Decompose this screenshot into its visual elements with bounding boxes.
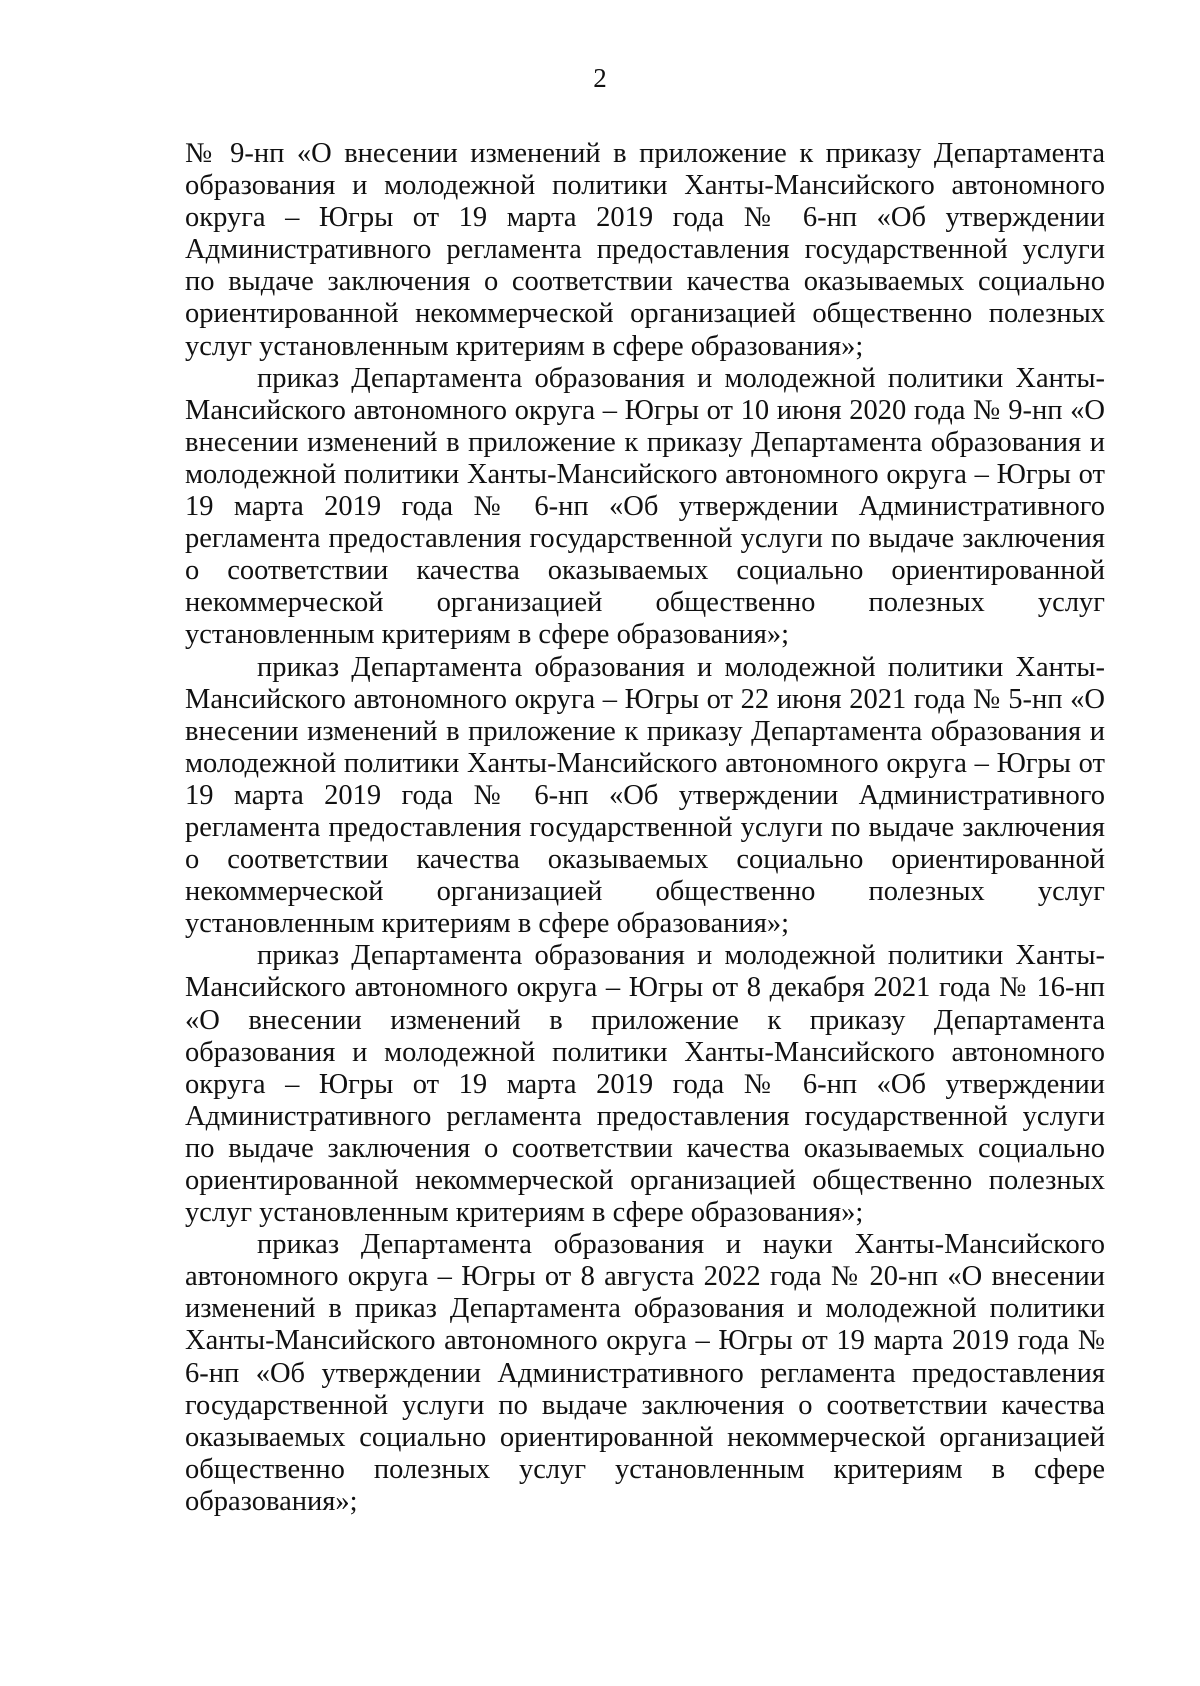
paragraph-order-2021-december: приказ Департамента образования и молодежной политики Ханты-Мансийского автономного округа – Югры от 8 декабря 2021 года № 16-нп «О внесении изменений в приложение к приказу Департамента образования и молодежной политики Ханты-Мансийского автономного округа – Югры от 19 марта 2019 года № 6-нп «Об утверждении Административного регламента предоставления государственной услуги по выдаче заключения о соответствии качества оказываемых социально ориентированной некоммерческой организацией общественно полезных услуг установленным критериям в сфере образования»; xyxy=(185,940,1105,1229)
paragraph-order-2021-june: приказ Департамента образования и молодежной политики Ханты-Мансийского автономного округа – Югры от 22 июня 2021 года № 5-нп «О внесении изменений в приложение к приказу Департамента образования и молодежной политики Ханты-Мансийского автономного округа – Югры от 19 марта 2019 года № 6-нп «Об утверждении Административного регламента предоставления государственной услуги по выдаче заключения о соответствии качества оказываемых социально ориентированной некоммерческой организацией общественно полезных услуг установленным критериям в сфере образования»; xyxy=(185,651,1105,940)
document-body xyxy=(185,138,1105,1518)
paragraph-order-2020: приказ Департамента образования и молодежной политики Ханты-Мансийского автономного округа – Югры от 10 июня 2020 года № 9-нп «О внесении изменений в приложение к приказу Департамента образования и молодежной политики Ханты-Мансийского автономного округа – Югры от 19 марта 2019 года № 6-нп «Об утверждении Административного регламента предоставления государственной услуги по выдаче заключения о соответствии качества оказываемых социально ориентированной некоммерческой организацией общественно полезных услуг установленным критериям в сфере образования»; xyxy=(185,362,1105,651)
page-number: 2 xyxy=(593,63,607,93)
paragraph-order-2022: приказ Департамента образования и науки Ханты-Мансийского автономного округа – Югры от 8 августа 2022 года № 20-нп «О внесении изменений в приказ Департамента образования и молодежной политики Ханты-Мансийского автономного округа – Югры от 19 марта 2019 года № 6-нп «Об утверждении Административного регламента предоставления государственной услуги по выдаче заключения о соответствии качества оказываемых социально ориентированной некоммерческой организацией общественно полезных услуг установленным критериям в сфере образования»; xyxy=(185,1229,1105,1517)
paragraph-continuation: № 9-нп «О внесении изменений в приложение к приказу Департамента образования и молодежной политики Ханты-Мансийского автономного округа – Югры от 19 марта 2019 года № 6-нп «Об утверждении Административного регламента предоставления государственной услуги по выдаче заключения о соответствии качества оказываемых социально ориентированной некоммерческой организацией общественно полезных услуг установленным критериям в сфере образования»; xyxy=(185,138,1105,362)
